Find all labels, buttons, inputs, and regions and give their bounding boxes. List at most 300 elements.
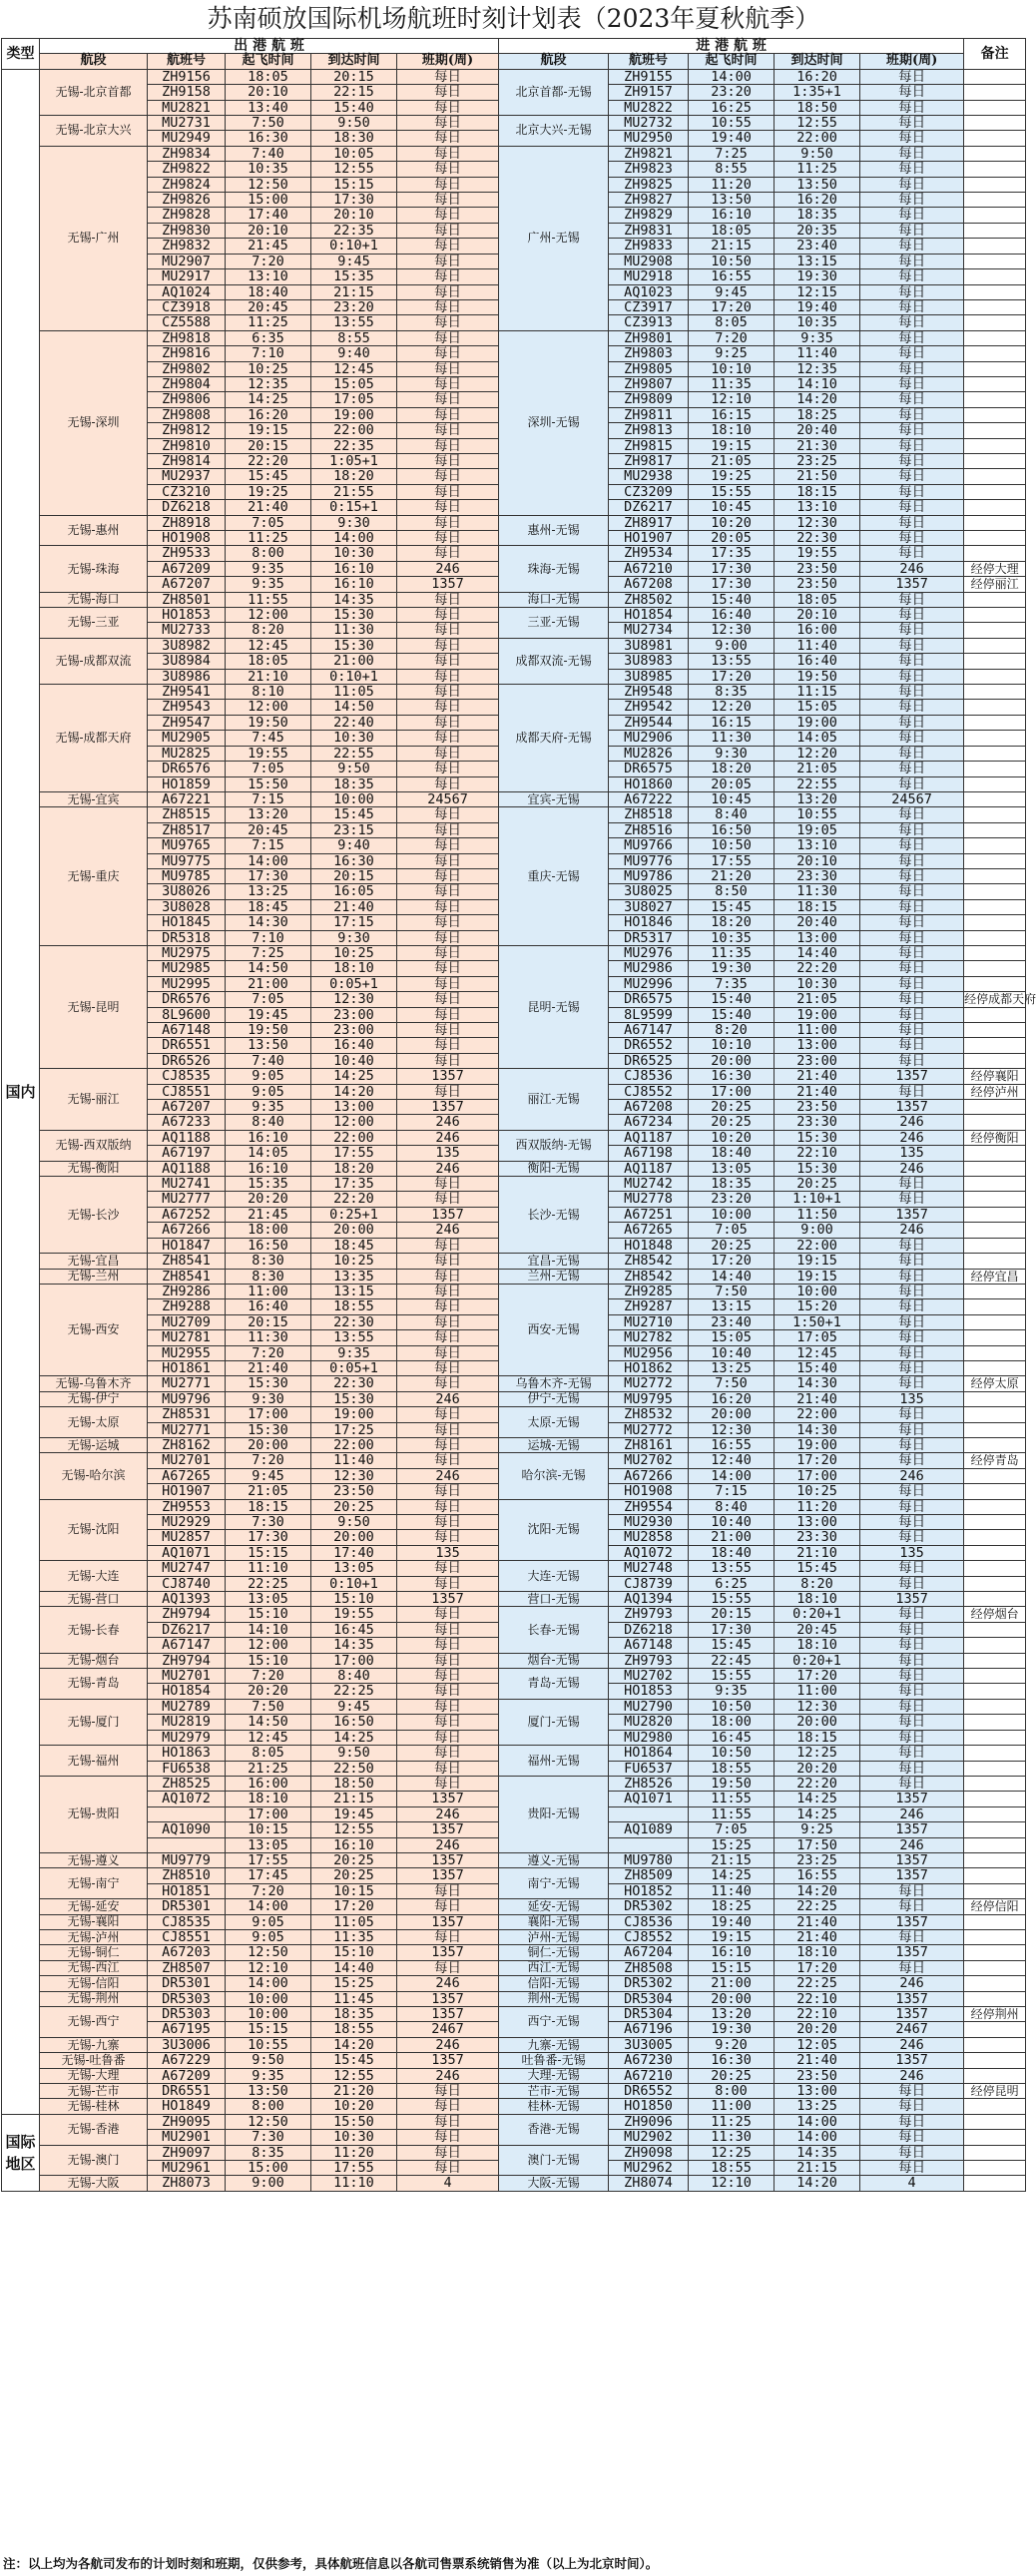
- inbound-flight-no: ZH9285: [609, 1284, 689, 1298]
- outbound-dep-time: 11:25: [226, 531, 311, 546]
- outbound-arr-time: 11:10: [311, 2176, 397, 2191]
- inbound-arr-time: 12:25: [775, 1746, 860, 1761]
- outbound-flight-no: ZH8501: [148, 592, 226, 607]
- inbound-dep-time: 16:40: [689, 608, 775, 623]
- outbound-days: 每日: [397, 423, 499, 438]
- inbound-flight-no: ZH9813: [609, 423, 689, 438]
- table-row: [2, 1391, 1026, 1406]
- outbound-arr-time: 23:20: [311, 299, 397, 314]
- inbound-flight-no: CJ8536: [609, 1069, 689, 1084]
- inbound-route: 襄阳-无锡: [499, 1914, 609, 1929]
- outbound-arr-time: 21:15: [311, 284, 397, 299]
- inbound-days: 每日: [860, 531, 964, 546]
- outbound-days: 1357: [397, 1592, 499, 1607]
- outbound-arr-time: 15:10: [311, 1592, 397, 1607]
- outbound-dep-time: 13:05: [226, 1592, 311, 1607]
- inbound-arr-time: 11:15: [775, 685, 860, 700]
- outbound-days: 1357: [397, 2007, 499, 2022]
- outbound-days: 每日: [397, 1177, 499, 1192]
- outbound-flight-no: A67209: [148, 561, 226, 576]
- remark: [964, 208, 1026, 223]
- outbound-days: 每日: [397, 146, 499, 161]
- inbound-days: 每日: [860, 868, 964, 883]
- inbound-days: 每日: [860, 930, 964, 945]
- outbound-flight-no: A67209: [148, 2068, 226, 2083]
- outbound-days: 每日: [397, 1238, 499, 1253]
- inbound-arr-time: 12:55: [775, 116, 860, 131]
- remark: [964, 423, 1026, 438]
- outbound-days: 每日: [397, 269, 499, 284]
- inbound-flight-no: MU2908: [609, 254, 689, 268]
- table-row: [2, 2084, 1026, 2099]
- inbound-dep-time: 15:25: [689, 1837, 775, 1852]
- inbound-dep-time: 10:50: [689, 1746, 775, 1761]
- inbound-flight-no: MU2742: [609, 1177, 689, 1192]
- inbound-flight-no: CZ3917: [609, 299, 689, 314]
- outbound-flight-no: MU2701: [148, 1669, 226, 1684]
- outbound-arr-time: 0:15+1: [311, 500, 397, 515]
- inbound-arr-time: 10:00: [775, 1284, 860, 1298]
- inbound-dep-time: 14:25: [689, 1868, 775, 1883]
- inbound-arr-time: 20:40: [775, 915, 860, 930]
- inbound-arr-time: 23:30: [775, 1530, 860, 1545]
- remark: [964, 1976, 1026, 1991]
- outbound-days: 每日: [397, 1776, 499, 1791]
- outbound-arr-time: 15:25: [311, 1976, 397, 1991]
- inbound-days: 每日: [860, 2145, 964, 2160]
- inbound-flight-no: DR5317: [609, 930, 689, 945]
- outbound-flight-no: 3U8026: [148, 884, 226, 899]
- outbound-days: 每日: [397, 1360, 499, 1375]
- inbound-dep-time: 21:20: [689, 868, 775, 883]
- outbound-route: 无锡-三亚: [40, 608, 148, 639]
- inbound-days: 每日: [860, 1715, 964, 1730]
- inbound-dep-time: 19:30: [689, 2022, 775, 2037]
- outbound-dep-time: 13:50: [226, 1038, 311, 1053]
- remark: 经停成都天府: [964, 992, 1036, 1007]
- table-row: [2, 146, 1026, 161]
- remark: [964, 1991, 1026, 2006]
- inbound-flight-no: ZH9815: [609, 438, 689, 453]
- outbound-route: 无锡-大理: [40, 2068, 148, 2083]
- inbound-route: 北京首都-无锡: [499, 69, 609, 115]
- inbound-flight-no: AQ1187: [609, 1130, 689, 1145]
- remark: [964, 1638, 1026, 1653]
- remark: [964, 1914, 1026, 1929]
- outbound-dep-time: 12:50: [226, 1945, 311, 1960]
- outbound-dep-time: 12:00: [226, 608, 311, 623]
- inbound-days: 1357: [860, 1945, 964, 1960]
- inbound-arr-time: 21:40: [775, 1929, 860, 1944]
- inbound-arr-time: 18:15: [775, 1730, 860, 1745]
- outbound-dep-time: 12:50: [226, 177, 311, 192]
- inbound-arr-time: 22:10: [775, 2007, 860, 2022]
- inbound-dep-time: 15:45: [689, 899, 775, 914]
- remark: [964, 531, 1026, 546]
- inbound-dep-time: 8:00: [689, 2084, 775, 2099]
- inbound-flight-no: AQ1089: [609, 1822, 689, 1837]
- outbound-route: 无锡-兰州: [40, 1269, 148, 1284]
- outbound-days: 1357: [397, 1792, 499, 1806]
- outbound-arr-time: 11:20: [311, 2145, 397, 2160]
- inbound-dep-time: 6:25: [689, 1576, 775, 1591]
- outbound-arr-time: 15:30: [311, 638, 397, 653]
- table-row: [2, 1161, 1026, 1176]
- outbound-days: 每日: [397, 1653, 499, 1668]
- remark: [964, 1007, 1026, 1022]
- outbound-days: 每日: [397, 838, 499, 853]
- outbound-flight-no: MU2985: [148, 961, 226, 976]
- outbound-dep-time: 16:40: [226, 1299, 311, 1314]
- inbound-dep-time: 7:15: [689, 1484, 775, 1499]
- inbound-days: 每日: [860, 1653, 964, 1668]
- outbound-dep-time: 15:15: [226, 1545, 311, 1560]
- inbound-dep-time: 21:00: [689, 1530, 775, 1545]
- inbound-days: 每日: [860, 146, 964, 161]
- inbound-days: 每日: [860, 69, 964, 84]
- remark: 经停衡阳: [964, 1130, 1026, 1145]
- outbound-flight-no: MU2781: [148, 1330, 226, 1345]
- inbound-route: 澳门-无锡: [499, 2145, 609, 2176]
- inbound-flight-no: ZH9544: [609, 715, 689, 730]
- inbound-flight-no: MU2748: [609, 1561, 689, 1576]
- inbound-dep-time: 8:50: [689, 884, 775, 899]
- inbound-arr-time: 16:55: [775, 1868, 860, 1883]
- remark: [964, 2037, 1026, 2052]
- outbound-days: 每日: [397, 669, 499, 684]
- outbound-days: 每日: [397, 822, 499, 837]
- remark: [964, 1391, 1026, 1406]
- table-row: [2, 1991, 1026, 2006]
- inbound-arr-time: 18:15: [775, 899, 860, 914]
- outbound-arr-time: 11:35: [311, 1929, 397, 1944]
- header-row-2: [2, 54, 1026, 69]
- remark: [964, 346, 1026, 361]
- inbound-flight-no: FU6537: [609, 1761, 689, 1776]
- inbound-days: 1357: [860, 1592, 964, 1607]
- outbound-arr-time: 15:35: [311, 269, 397, 284]
- remark: [964, 500, 1026, 515]
- outbound-days: 每日: [397, 1715, 499, 1730]
- outbound-days: 每日: [397, 407, 499, 422]
- inbound-arr-time: 8:20: [775, 1576, 860, 1591]
- inbound-route: 衡阳-无锡: [499, 1161, 609, 1176]
- outbound-arr-time: 15:30: [311, 1391, 397, 1406]
- inbound-arr-time: 16:40: [775, 654, 860, 669]
- inbound-flight-no: MU2772: [609, 1376, 689, 1391]
- outbound-arr-time: 22:35: [311, 438, 397, 453]
- inbound-flight-no: AQ1023: [609, 284, 689, 299]
- outbound-dep-time: 8:30: [226, 1254, 311, 1269]
- outbound-route: 无锡-成都双流: [40, 638, 148, 684]
- table-row: [2, 945, 1026, 960]
- inbound-arr-time: 15:20: [775, 1299, 860, 1314]
- outbound-flight-no: ZH9158: [148, 85, 226, 100]
- outbound-arr-time: 8:55: [311, 330, 397, 345]
- inbound-days: 每日: [860, 976, 964, 991]
- outbound-arr-time: 16:10: [311, 577, 397, 592]
- inbound-arr-time: 13:10: [775, 500, 860, 515]
- outbound-arr-time: 12:55: [311, 2068, 397, 2083]
- inbound-flight-no: MU9780: [609, 1852, 689, 1867]
- remark: [964, 239, 1026, 254]
- inbound-dep-time: 7:20: [689, 330, 775, 345]
- inbound-dep-time: 16:30: [689, 1069, 775, 1084]
- outbound-days: 每日: [397, 177, 499, 192]
- outbound-arr-time: 11:30: [311, 623, 397, 638]
- header-row-1: [2, 39, 1026, 54]
- outbound-days: 每日: [397, 1284, 499, 1298]
- outbound-flight-no: MU2975: [148, 945, 226, 960]
- outbound-arr-time: 12:00: [311, 1115, 397, 1130]
- remark: [964, 1730, 1026, 1745]
- outbound-arr-time: 20:15: [311, 868, 397, 883]
- outbound-flight-no: ZH9794: [148, 1653, 226, 1668]
- inbound-dep-time: 20:25: [689, 1115, 775, 1130]
- outbound-dep-time: 19:50: [226, 1023, 311, 1038]
- inbound-dep-time: 10:20: [689, 1130, 775, 1145]
- inbound-route: 乌鲁木齐-无锡: [499, 1376, 609, 1391]
- outbound-dep-time: 19:55: [226, 746, 311, 761]
- outbound-days: 每日: [397, 1746, 499, 1761]
- table-row: [2, 1561, 1026, 1576]
- outbound-arr-time: 14:40: [311, 1960, 397, 1975]
- outbound-flight-no: MU2825: [148, 746, 226, 761]
- remark: [964, 361, 1026, 376]
- outbound-flight-no: ZH8541: [148, 1254, 226, 1269]
- outbound-arr-time: 20:25: [311, 1499, 397, 1514]
- inbound-dep-time: 16:45: [689, 1730, 775, 1745]
- outbound-flight-no: ZH8073: [148, 2176, 226, 2191]
- inbound-flight-no: MU2996: [609, 976, 689, 991]
- outbound-flight-no: ZH9288: [148, 1299, 226, 1314]
- inbound-flight-no: HO1908: [609, 1484, 689, 1499]
- inbound-flight-no: CJ8536: [609, 1914, 689, 1929]
- inbound-days: 每日: [860, 1515, 964, 1530]
- outbound-flight-no: MU2995: [148, 976, 226, 991]
- remark: [964, 2145, 1026, 2160]
- inbound-arr-time: 21:15: [775, 2161, 860, 2176]
- inbound-arr-time: 18:10: [775, 1592, 860, 1607]
- outbound-arr-time: 14:25: [311, 1730, 397, 1745]
- outbound-arr-time: 19:00: [311, 407, 397, 422]
- outbound-flight-no: ZH9834: [148, 146, 226, 161]
- table-row: [2, 546, 1026, 561]
- outbound-arr-time: 10:30: [311, 546, 397, 561]
- remark: [964, 1407, 1026, 1422]
- inbound-days: 每日: [860, 1192, 964, 1207]
- outbound-days: 每日: [397, 608, 499, 623]
- inbound-dep-time: 12:30: [689, 1422, 775, 1437]
- inbound-arr-time: 11:50: [775, 1207, 860, 1222]
- remark: [964, 961, 1026, 976]
- remark: [964, 746, 1026, 761]
- outbound-arr-time: 20:00: [311, 1223, 397, 1238]
- inbound-flight-no: A67208: [609, 577, 689, 592]
- inbound-arr-time: 21:40: [775, 1391, 860, 1406]
- outbound-flight-no: MU2857: [148, 1530, 226, 1545]
- outbound-arr-time: 16:10: [311, 561, 397, 576]
- outbound-days: 每日: [397, 1053, 499, 1068]
- outbound-dep-time: 16:30: [226, 131, 311, 146]
- outbound-days: 246: [397, 2037, 499, 2052]
- outbound-flight-no: ZH9808: [148, 407, 226, 422]
- inbound-arr-time: 0:20+1: [775, 1653, 860, 1668]
- remark: [964, 1837, 1026, 1852]
- remark: [964, 392, 1026, 407]
- outbound-flight-no: ZH9541: [148, 685, 226, 700]
- outbound-dep-time: 17:30: [226, 1530, 311, 1545]
- outbound-days: 每日: [397, 100, 499, 115]
- inbound-arr-time: 14:30: [775, 1376, 860, 1391]
- inbound-flight-no: MU9776: [609, 853, 689, 868]
- inbound-route: 长沙-无锡: [499, 1177, 609, 1254]
- outbound-route: 无锡-宜昌: [40, 1254, 148, 1269]
- inbound-flight-no: MU2902: [609, 2130, 689, 2145]
- outbound-arr-time: 18:55: [311, 2022, 397, 2037]
- inbound-days: 每日: [860, 177, 964, 192]
- outbound-arr-time: 17:35: [311, 1177, 397, 1192]
- outbound-flight-no: ZH9814: [148, 453, 226, 468]
- remark: [964, 1360, 1026, 1375]
- inbound-flight-no: ZH9548: [609, 685, 689, 700]
- outbound-route: 无锡-北京首都: [40, 69, 148, 115]
- outbound-dep-time: 18:15: [226, 1499, 311, 1514]
- outbound-arr-time: 22:25: [311, 1684, 397, 1699]
- outbound-dep-time: 13:40: [226, 100, 311, 115]
- inbound-arr-time: 22:20: [775, 1776, 860, 1791]
- inbound-route: 哈尔滨-无锡: [499, 1453, 609, 1499]
- inbound-days: 每日: [860, 208, 964, 223]
- remark: [964, 1792, 1026, 1806]
- inbound-arr-time: 22:00: [775, 131, 860, 146]
- outbound-dep-time: 7:20: [226, 1345, 311, 1360]
- inbound-days: 每日: [860, 822, 964, 837]
- outbound-flight-no: ZH8531: [148, 1407, 226, 1422]
- outbound-arr-time: 9:50: [311, 762, 397, 776]
- outbound-dep-time: 7:05: [226, 992, 311, 1007]
- outbound-days: 每日: [397, 376, 499, 391]
- outbound-route: 无锡-长沙: [40, 1177, 148, 1254]
- inbound-flight-no: A67266: [609, 1468, 689, 1483]
- outbound-flight-no: MU2955: [148, 1345, 226, 1360]
- inbound-arr-time: 14:25: [775, 1792, 860, 1806]
- outbound-dep-time: 15:00: [226, 2161, 311, 2176]
- table-row: [2, 2007, 1026, 2022]
- inbound-flight-no: MU9786: [609, 868, 689, 883]
- outbound-days: 每日: [397, 1330, 499, 1345]
- outbound-arr-time: 22:00: [311, 423, 397, 438]
- outbound-dep-time: 11:00: [226, 1284, 311, 1298]
- remark: [964, 284, 1026, 299]
- inbound-flight-no: DR5302: [609, 1976, 689, 1991]
- outbound-days: 每日: [397, 1929, 499, 1944]
- outbound-arr-time: 17:55: [311, 2161, 397, 2176]
- outbound-dep-time: 10:35: [226, 162, 311, 177]
- inbound-flight-no: A67230: [609, 2053, 689, 2068]
- inbound-arr-time: 1:10+1: [775, 1192, 860, 1207]
- inbound-dep-time: 18:40: [689, 1545, 775, 1560]
- remark: [964, 1146, 1026, 1161]
- inbound-arr-time: 16:20: [775, 193, 860, 208]
- outbound-arr-time: 15:10: [311, 1945, 397, 1960]
- outbound-days: 246: [397, 1976, 499, 1991]
- outbound-arr-time: 16:05: [311, 884, 397, 899]
- outbound-days: 每日: [397, 2161, 499, 2176]
- outbound-days: 每日: [397, 807, 499, 822]
- remark: [964, 2022, 1026, 2037]
- inbound-days: 每日: [860, 992, 964, 1007]
- outbound-dep-time: 21:05: [226, 1484, 311, 1499]
- inbound-dep-time: 8:40: [689, 807, 775, 822]
- inbound-days: 246: [860, 1976, 964, 1991]
- inbound-arr-time: 19:05: [775, 822, 860, 837]
- outbound-dep-time: 14:50: [226, 1715, 311, 1730]
- inbound-dep-time: 19:15: [689, 438, 775, 453]
- inbound-flight-no: A67147: [609, 1023, 689, 1038]
- remark: [964, 193, 1026, 208]
- inbound-days: 每日: [860, 546, 964, 561]
- inbound-dep-time: 13:50: [689, 193, 775, 208]
- outbound-arr-time: 18:10: [311, 961, 397, 976]
- inbound-route: 丽江-无锡: [499, 1069, 609, 1131]
- outbound-arr-time: 15:45: [311, 2053, 397, 2068]
- inbound-flight-no: ZH8074: [609, 2176, 689, 2191]
- table-row: [2, 638, 1026, 653]
- inbound-dep-time: 10:50: [689, 1699, 775, 1714]
- inbound-dep-time: 15:55: [689, 1592, 775, 1607]
- inbound-arr-time: 19:00: [775, 715, 860, 730]
- outbound-dep-time: 17:55: [226, 1852, 311, 1867]
- outbound-arr-time: 9:50: [311, 1515, 397, 1530]
- inbound-route: 三亚-无锡: [499, 608, 609, 639]
- remark: [964, 116, 1026, 131]
- inbound-dep-time: 18:40: [689, 1146, 775, 1161]
- inbound-route: 宜宾-无锡: [499, 791, 609, 806]
- outbound-days: 每日: [397, 1453, 499, 1468]
- inbound-dep-time: 16:15: [689, 715, 775, 730]
- outbound-route: 无锡-惠州: [40, 515, 148, 546]
- header-out-flight-no: 航班号: [148, 54, 226, 69]
- outbound-flight-no: MU2771: [148, 1422, 226, 1437]
- inbound-days: 每日: [860, 1499, 964, 1514]
- inbound-days: 每日: [860, 484, 964, 499]
- outbound-days: 每日: [397, 1761, 499, 1776]
- inbound-dep-time: 12:10: [689, 2176, 775, 2191]
- outbound-arr-time: 0:05+1: [311, 976, 397, 991]
- outbound-flight-no: DR6576: [148, 992, 226, 1007]
- inbound-arr-time: 21:05: [775, 992, 860, 1007]
- outbound-arr-time: 9:45: [311, 254, 397, 268]
- outbound-flight-no: AQ1024: [148, 284, 226, 299]
- inbound-dep-time: 23:20: [689, 1192, 775, 1207]
- remark: 经停信阳: [964, 1899, 1026, 1914]
- inbound-arr-time: 20:10: [775, 853, 860, 868]
- inbound-days: 246: [860, 1130, 964, 1145]
- inbound-days: 每日: [860, 1023, 964, 1038]
- inbound-flight-no: ZH8509: [609, 1868, 689, 1883]
- inbound-dep-time: 10:20: [689, 515, 775, 530]
- inbound-arr-time: 9:00: [775, 1223, 860, 1238]
- outbound-arr-time: 12:30: [311, 1468, 397, 1483]
- outbound-dep-time: 20:45: [226, 822, 311, 837]
- remark: [964, 669, 1026, 684]
- inbound-days: 4: [860, 2176, 964, 2191]
- inbound-flight-no: 3U8985: [609, 669, 689, 684]
- outbound-days: 每日: [397, 1299, 499, 1314]
- outbound-arr-time: 11:45: [311, 1991, 397, 2006]
- inbound-days: 每日: [860, 961, 964, 976]
